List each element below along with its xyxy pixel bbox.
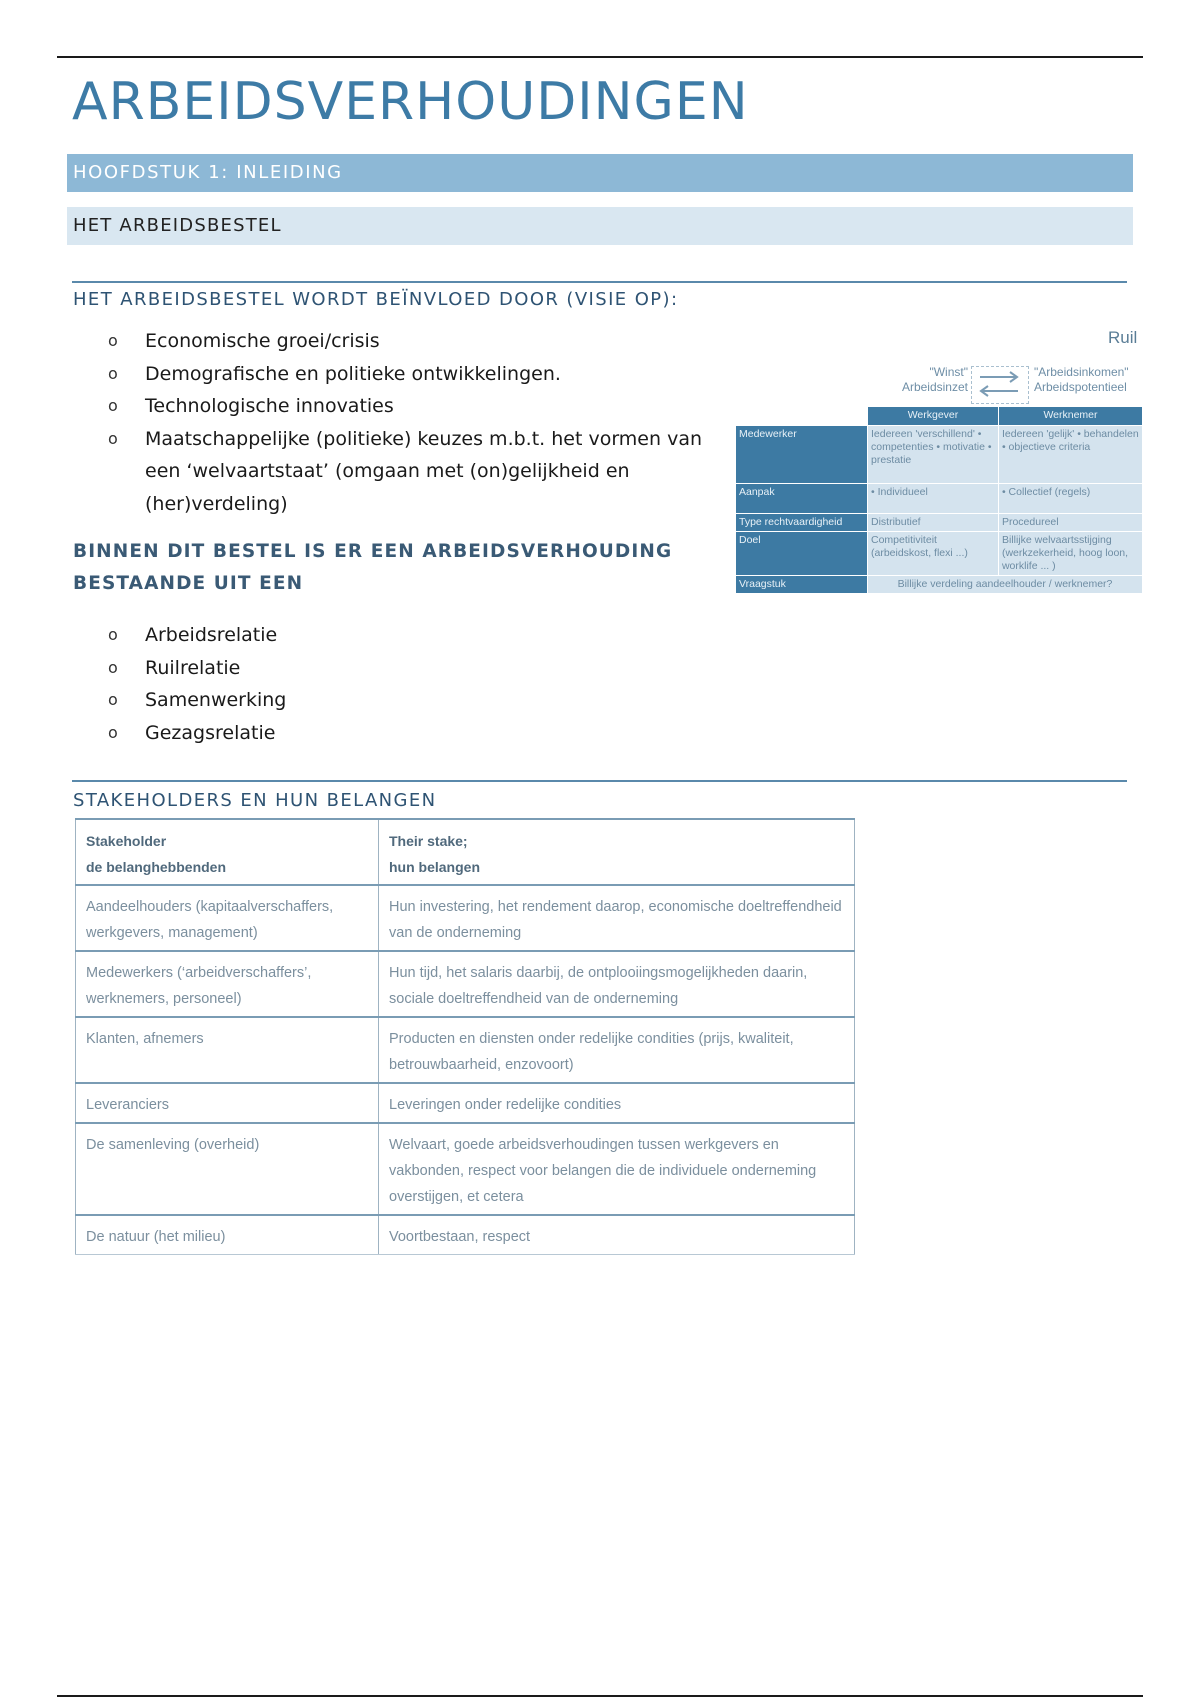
figure-cell: Iedereen 'gelijk' • behandelen • objectieve criteria bbox=[998, 426, 1142, 484]
list-item: o Technologische innovaties bbox=[108, 390, 702, 423]
figure-cell: • Collectief (regels) bbox=[998, 484, 1142, 514]
relation-list bbox=[108, 619, 286, 749]
stakeholders-heading: STAKEHOLDERS EN HUN BELANGEN bbox=[73, 790, 437, 811]
table-row bbox=[76, 1215, 855, 1255]
exchange-arrows-icon bbox=[976, 368, 1022, 400]
figure-col-header: Werkgever bbox=[868, 407, 999, 426]
figure-cell: • Individueel bbox=[868, 484, 999, 514]
figure-cell: Iedereen 'verschillend' • competenties • motivatie • prestatie bbox=[868, 426, 999, 484]
influence-heading: HET ARBEIDSBESTEL WORDT BEÏNVLOED DOOR (VISIE OP): bbox=[73, 289, 679, 310]
bullet-marker: o bbox=[108, 331, 118, 350]
list-item-continuation: (her)verdeling) bbox=[145, 492, 288, 515]
bullet-marker: o bbox=[108, 722, 118, 742]
bottom-rule bbox=[57, 1695, 1143, 1697]
list-item: o Gezagsrelatie bbox=[108, 717, 286, 750]
stakeholder-cell: Medewerkers (‘arbeidverschaffers’, werknemers, personeel) bbox=[76, 951, 379, 1017]
figure-ruil-label: Ruil bbox=[1108, 328, 1138, 347]
bullet-marker: o bbox=[108, 625, 118, 644]
stakeholders-table bbox=[75, 818, 855, 1255]
interest-cell: Voortbestaan, respect bbox=[379, 1215, 855, 1255]
figure-cell: Billijke welvaartsstijging (werkzekerheid, hoog loon, worklife ... ) bbox=[998, 532, 1142, 576]
figure-question: Billijke verdeling aandeelhouder / werknemer? bbox=[868, 576, 1143, 594]
list-item-continuation: een ‘welvaartstaat’ (omgaan met (on)gelijkheid en bbox=[145, 460, 630, 482]
interest-cell: Hun investering, het rendement daarop, economische doeltreffendheid van de onderneming bbox=[379, 885, 855, 951]
relation-heading: BINNEN DIT BESTEL IS ER EEN ARBEIDSVERHOUDING BESTAANDE UIT EEN bbox=[73, 541, 673, 594]
list-item: o Demografische en politieke ontwikkelingen. bbox=[108, 358, 702, 391]
interest-cell: Leveringen onder redelijke condities bbox=[379, 1083, 855, 1123]
chapter-heading: HOOFDSTUK 1: INLEIDING bbox=[67, 154, 1133, 192]
stakeholder-cell: De natuur (het milieu) bbox=[76, 1215, 379, 1255]
document-title: ARBEIDSVERHOUDINGEN bbox=[72, 72, 749, 132]
figure-row-label: Vraagstuk bbox=[736, 576, 868, 594]
figure-row-label: Medewerker bbox=[736, 426, 868, 484]
table-row bbox=[76, 885, 855, 951]
list-item: o Ruilrelatie bbox=[108, 652, 286, 685]
figure-left-labels: "Winst" Arbeidsinzet bbox=[901, 365, 968, 394]
figure-col-header: Werknemer bbox=[998, 407, 1142, 426]
bullet-marker: o bbox=[108, 396, 118, 415]
figure-cell: Competitiviteit (arbeidskost, flexi ...) bbox=[868, 532, 999, 576]
bullet-marker: o bbox=[108, 428, 118, 448]
table-row bbox=[76, 1017, 855, 1083]
table-row bbox=[76, 951, 855, 1017]
bullet-marker: o bbox=[108, 363, 118, 383]
figure-cell: Distributief bbox=[868, 514, 999, 532]
stakeholder-cell: De samenleving (overheid) bbox=[76, 1123, 379, 1215]
table-row bbox=[76, 1083, 855, 1123]
stakeholder-cell: Klanten, afnemers bbox=[76, 1017, 379, 1083]
list-item: o Economische groei/crisis bbox=[108, 325, 702, 358]
interest-cell: Producten en diensten onder redelijke condities (prijs, kwaliteit, betrouwbaarheid, enzovoort) bbox=[379, 1017, 855, 1083]
table-row bbox=[76, 1123, 855, 1215]
figure-row-label: Doel bbox=[736, 532, 868, 576]
table-header-row bbox=[76, 819, 855, 885]
figure-row-label: Type rechtvaardigheid bbox=[736, 514, 868, 532]
list-item: o Maatschappelijke (politieke) keuzes m.b.t. het vormen van bbox=[108, 423, 702, 456]
stakeholder-cell: Aandeelhouders (kapitaalverschaffers, werkgevers, management) bbox=[76, 885, 379, 951]
subsection-rule bbox=[72, 780, 1127, 782]
influence-list bbox=[108, 325, 702, 520]
subsection-rule bbox=[72, 281, 1127, 283]
interest-cell: Welvaart, goede arbeidsverhoudingen tussen werkgevers en vakbonden, respect voor belangen die de individuele onderneming overstijgen, et cetera bbox=[379, 1123, 855, 1215]
table-header-cell: Their stake; hun belangen bbox=[379, 819, 855, 885]
figure-corner bbox=[736, 407, 868, 426]
figure-right-labels: "Arbeidsinkomen" Arbeidspotentieel bbox=[1034, 365, 1129, 394]
stakeholder-cell: Leveranciers bbox=[76, 1083, 379, 1123]
list-item: o Samenwerking bbox=[108, 684, 286, 717]
list-item: o Arbeidsrelatie bbox=[108, 619, 286, 652]
figure-row-label: Aanpak bbox=[736, 484, 868, 514]
section-heading: HET ARBEIDSBESTEL bbox=[67, 207, 1133, 245]
figure-cell: Procedureel bbox=[998, 514, 1142, 532]
bullet-marker: o bbox=[108, 657, 118, 677]
table-header-cell: Stakeholder de belanghebbenden bbox=[76, 819, 379, 885]
bullet-marker: o bbox=[108, 690, 118, 709]
top-rule bbox=[57, 56, 1143, 58]
interest-cell: Hun tijd, het salaris daarbij, de ontplooiingsmogelijkheden daarin, sociale doeltreffendheid van de onderneming bbox=[379, 951, 855, 1017]
figure-comparison-table bbox=[735, 406, 1143, 594]
